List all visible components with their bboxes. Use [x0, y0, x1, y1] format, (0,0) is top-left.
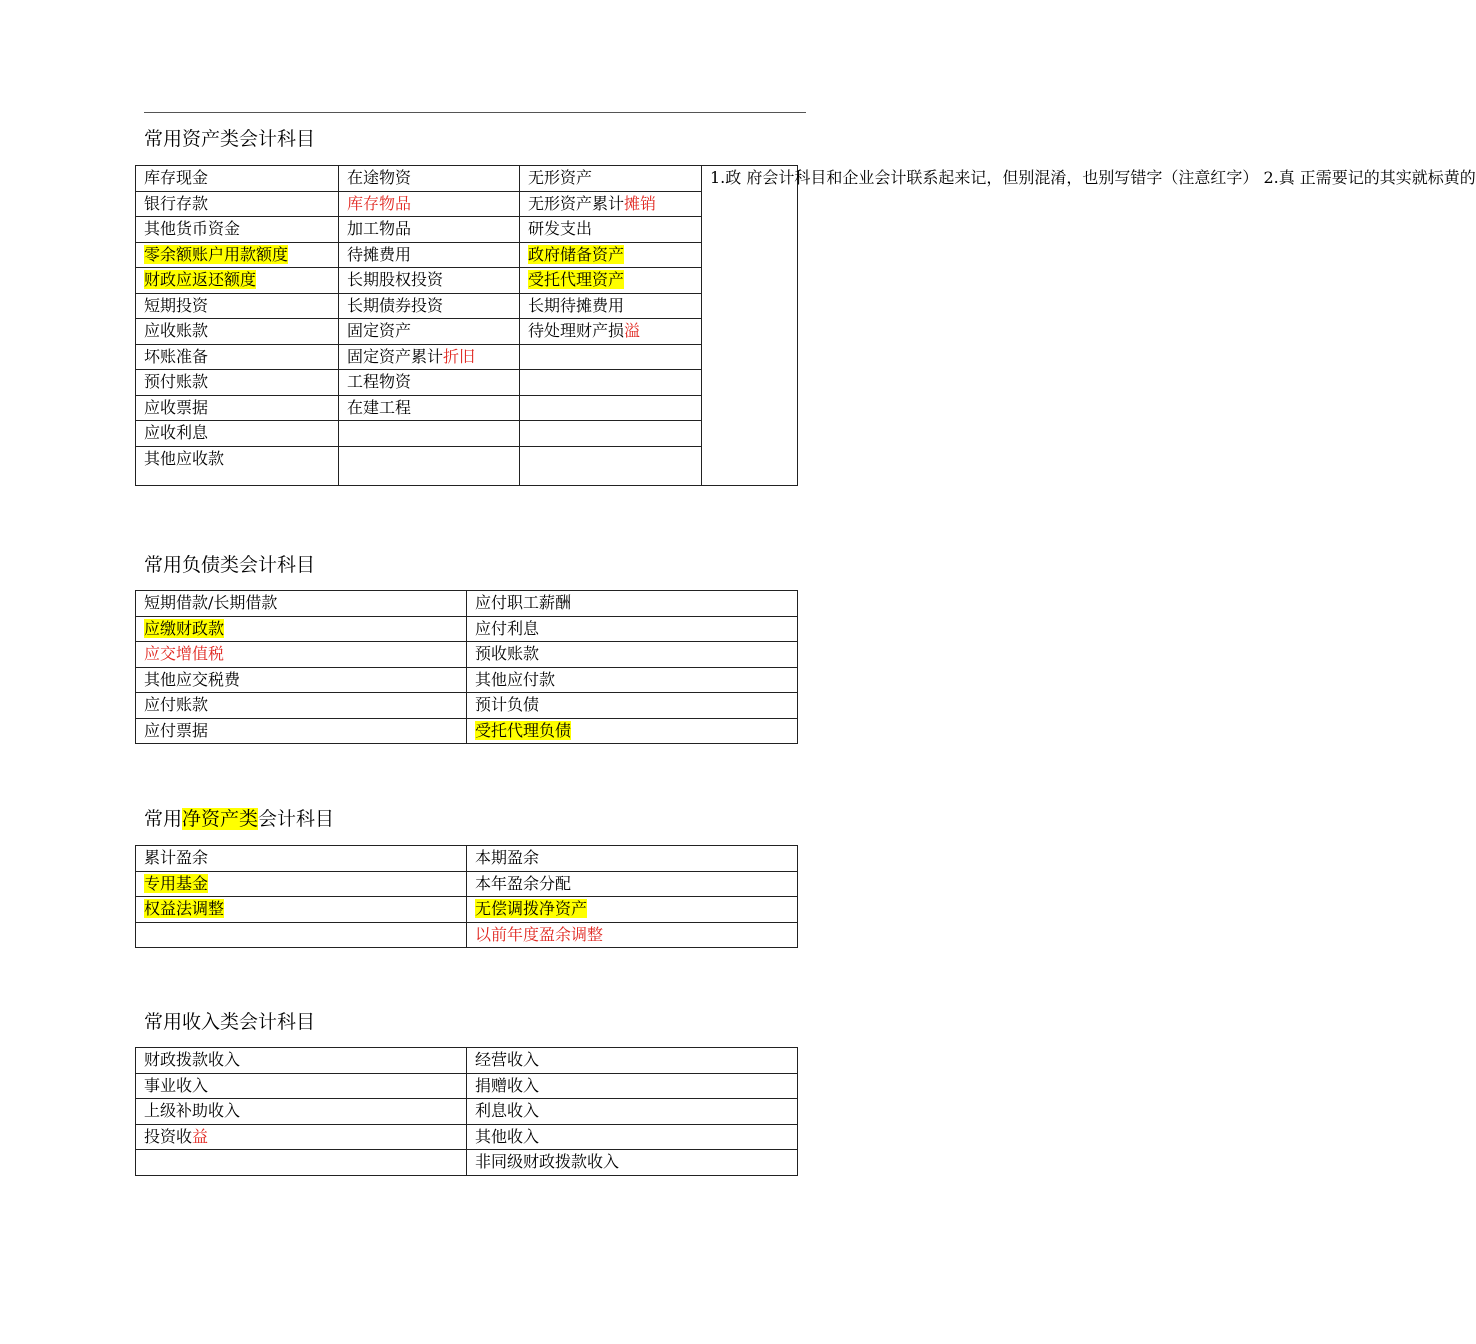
table-cell: 累计盈余	[136, 846, 467, 872]
header-rule	[144, 112, 806, 113]
table-cell	[520, 344, 702, 370]
table-cell: 长期债券投资	[339, 293, 520, 319]
highlighted-text: 受托代理资产	[528, 270, 625, 289]
table-row	[136, 242, 798, 268]
table-row	[136, 268, 798, 294]
table-cell: 应付账款	[136, 693, 467, 719]
table-cell: 上级补助收入	[136, 1099, 467, 1125]
table-row	[136, 1099, 798, 1125]
table-cell	[136, 1124, 467, 1150]
table-row	[136, 1073, 798, 1099]
table-row	[136, 718, 798, 744]
revenue-table	[135, 1047, 798, 1176]
table-cell: 捐赠收入	[467, 1073, 798, 1099]
cell-text: 待处理财产损	[528, 321, 625, 340]
table-row	[136, 370, 798, 396]
table-row	[136, 846, 798, 872]
notes-cell: 1.政 府会计科目和企业会计联系起来记，但别混淆，也别写错字（注意红字） 2.真 正需要记的其实就标黄的	[702, 166, 798, 486]
table-cell	[467, 718, 798, 744]
table-cell: 固定资产	[339, 319, 520, 345]
table-cell: 非同级财政拨款收入	[467, 1150, 798, 1176]
table-cell: 应收票据	[136, 395, 339, 421]
assets-table	[135, 165, 1476, 486]
table-cell	[136, 268, 339, 294]
table-row	[136, 446, 798, 485]
red-text: 摊销	[624, 193, 657, 213]
table-cell: 财政拨款收入	[136, 1048, 467, 1074]
table-cell	[520, 191, 702, 217]
table-cell: 应收利息	[136, 421, 339, 447]
table-row	[136, 1150, 798, 1176]
table-row	[136, 693, 798, 719]
table-cell: 事业收入	[136, 1073, 467, 1099]
table-cell: 其他货币资金	[136, 217, 339, 243]
table-cell: 其他应付款	[467, 667, 798, 693]
red-text: 以前年度盈余调整	[475, 924, 604, 944]
table-cell: 经营收入	[467, 1048, 798, 1074]
red-text: 益	[192, 1126, 209, 1146]
table-cell	[520, 319, 702, 345]
heading-text: 常用	[144, 808, 183, 830]
table-row	[136, 616, 798, 642]
highlighted-text: 权益法调整	[144, 899, 225, 918]
table-row	[136, 871, 798, 897]
assets-heading: 常用资产类会计科目	[144, 128, 316, 150]
table-cell: 短期投资	[136, 293, 339, 319]
table-cell	[520, 268, 702, 294]
table-row	[136, 897, 798, 923]
red-text: 溢	[624, 321, 641, 340]
table-cell	[136, 897, 467, 923]
equity-table	[135, 845, 798, 948]
table-row	[136, 1124, 798, 1150]
table-cell: 应付职工薪酬	[467, 591, 798, 617]
equity-heading	[144, 807, 334, 831]
table-cell: 应收账款	[136, 319, 339, 345]
table-cell	[339, 344, 520, 370]
table-cell: 工程物资	[339, 370, 520, 396]
liabilities-table	[135, 590, 798, 744]
highlighted-text: 无偿调拨净资产	[475, 899, 588, 918]
table-cell: 其他应交税费	[136, 667, 467, 693]
table-row	[136, 922, 798, 948]
table-row	[136, 421, 798, 447]
highlighted-text: 净资产类	[182, 808, 259, 830]
table-cell	[136, 1150, 467, 1176]
revenue-heading: 常用收入类会计科目	[144, 1011, 316, 1033]
table-cell	[136, 922, 467, 948]
table-cell: 研发支出	[520, 217, 702, 243]
table-cell: 利息收入	[467, 1099, 798, 1125]
table-cell	[136, 871, 467, 897]
table-cell: 本年盈余分配	[467, 871, 798, 897]
table-cell: 短期借款/长期借款	[136, 591, 467, 617]
table-cell: 预计负债	[467, 693, 798, 719]
table-cell	[136, 642, 467, 668]
table-row	[136, 395, 798, 421]
table-cell: 加工物品	[339, 217, 520, 243]
table-cell: 应付票据	[136, 718, 467, 744]
highlighted-text: 专用基金	[144, 873, 209, 893]
table-row	[136, 166, 798, 192]
table-cell: 在途物资	[339, 166, 520, 192]
table-cell: 银行存款	[136, 191, 339, 217]
table-cell: 坏账准备	[136, 344, 339, 370]
red-text: 折旧	[443, 346, 476, 366]
table-cell	[339, 421, 520, 447]
table-cell	[136, 242, 339, 268]
table-cell: 长期待摊费用	[520, 293, 702, 319]
cell-text: 投资收	[144, 1126, 193, 1146]
highlighted-text: 零余额账户用款额度	[144, 244, 289, 264]
table-cell	[520, 446, 702, 485]
table-row	[136, 1048, 798, 1074]
table-row	[136, 667, 798, 693]
red-text: 应交增值税	[144, 644, 225, 663]
table-cell	[520, 242, 702, 268]
table-row	[136, 319, 798, 345]
table-cell	[520, 421, 702, 447]
table-row	[136, 344, 798, 370]
table-cell: 长期股权投资	[339, 268, 520, 294]
highlighted-text: 应缴财政款	[144, 618, 225, 638]
table-cell: 预付账款	[136, 370, 339, 396]
table-cell: 其他应收款	[136, 446, 339, 485]
highlighted-text: 财政应返还额度	[144, 270, 257, 289]
cell-text: 固定资产累计	[347, 346, 444, 366]
table-cell: 本期盈余	[467, 846, 798, 872]
liabilities-heading: 常用负债类会计科目	[144, 554, 316, 576]
table-row	[136, 591, 798, 617]
table-cell	[467, 922, 798, 948]
table-cell: 无形资产	[520, 166, 702, 192]
highlighted-text: 受托代理负债	[475, 720, 572, 740]
table-row	[136, 217, 798, 243]
table-row	[136, 191, 798, 217]
table-cell: 在建工程	[339, 395, 520, 421]
highlighted-text: 政府储备资产	[528, 244, 625, 264]
table-cell	[520, 370, 702, 396]
table-cell: 其他收入	[467, 1124, 798, 1150]
heading-text: 会计科目	[258, 808, 335, 830]
table-row	[136, 642, 798, 668]
table-cell	[467, 897, 798, 923]
table-cell: 待摊费用	[339, 242, 520, 268]
table-cell: 库存现金	[136, 166, 339, 192]
table-cell: 预收账款	[467, 642, 798, 668]
table-cell	[520, 395, 702, 421]
table-cell	[339, 446, 520, 485]
red-text: 库存物品	[347, 193, 412, 213]
table-cell	[339, 191, 520, 217]
table-cell: 应付利息	[467, 616, 798, 642]
cell-text: 无形资产累计	[528, 193, 625, 213]
table-cell	[136, 616, 467, 642]
table-row	[136, 293, 798, 319]
